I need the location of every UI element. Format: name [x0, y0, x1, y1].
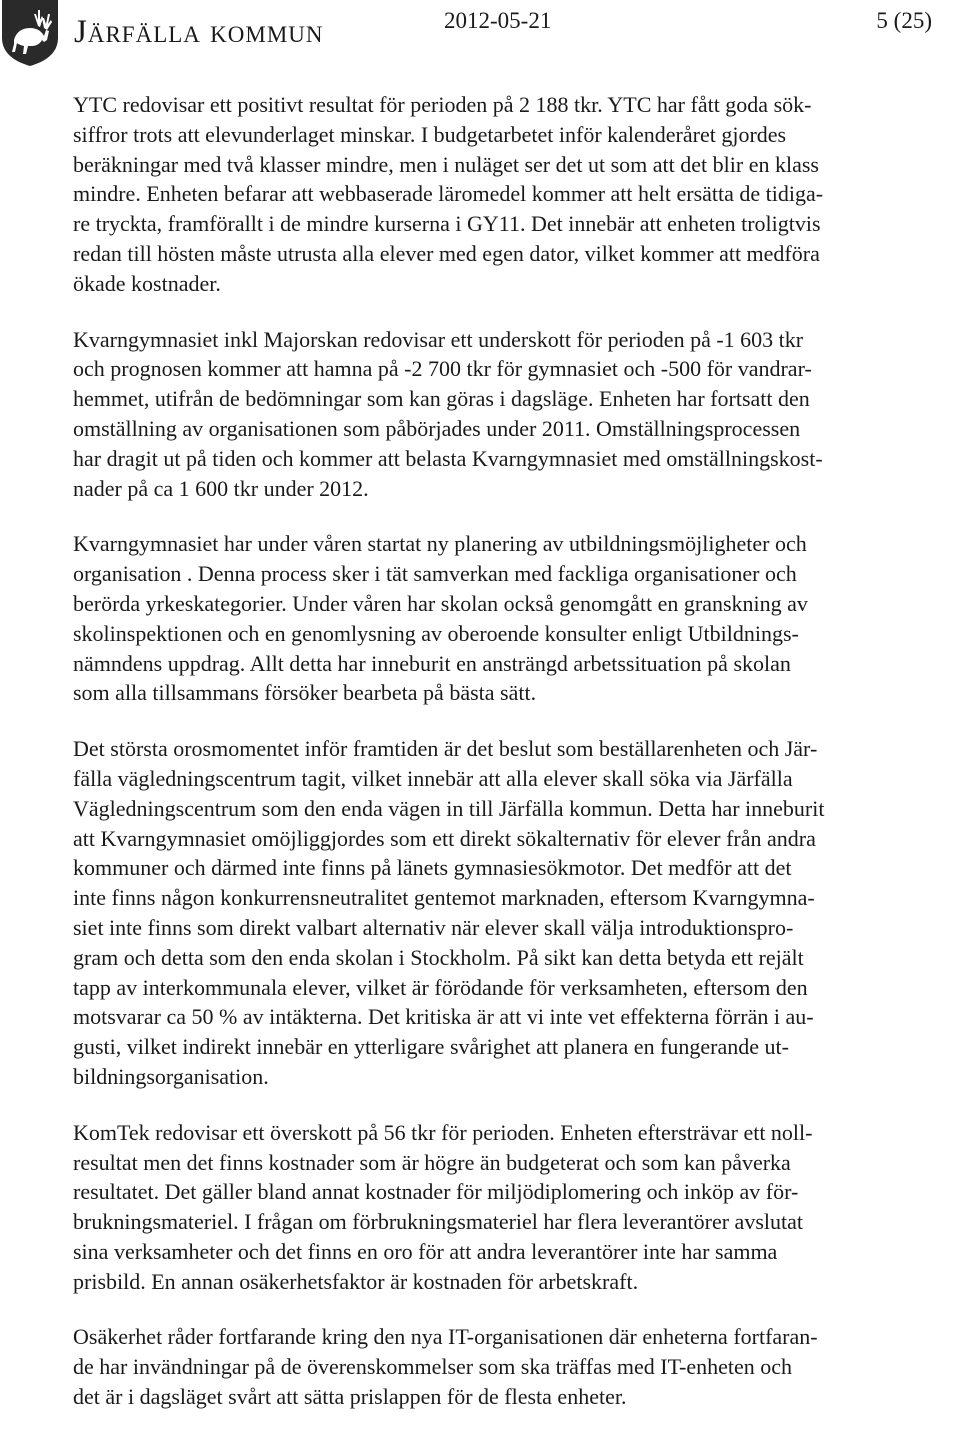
- text-line: brukningsmateriel. I frågan om förbrukningsmateriel har flera leverantörer avslutat: [73, 1209, 803, 1235]
- text-line: nämndens uppdrag. Allt detta har inneburit en ansträngd arbetssituation på skolan: [73, 650, 791, 676]
- text-line: och prognosen kommer att hamna på -2 700 tkr för gymnasiet och -500 för vandrar-: [73, 356, 812, 382]
- text-line: fälla vägledningscentrum tagit, vilket innebär att alla elever skall söka via Järfälla: [73, 765, 793, 791]
- text-line: siet inte finns som direkt valbart alternativ när elever skall välja introduktionspro-: [73, 914, 794, 940]
- text-line: ökade kostnader.: [73, 270, 221, 296]
- text-line: YTC redovisar ett positivt resultat för perioden på 2 188 tkr. YTC har fått goda sök-: [73, 92, 812, 117]
- body-text: [73, 90, 957, 1438]
- text-line: de har invändningar på de överenskommelser som ska träffas med IT-enheten och: [73, 1354, 793, 1380]
- text-line: att Kvarngymnasiet omöjliggjordes som ett direkt sökalternativ för elever från andra: [73, 825, 816, 851]
- text-line: gusti, vilket indirekt innebär en ytterligare svårighet att planera en fungerande ut-: [73, 1034, 789, 1060]
- text-line: inte finns någon konkurrensneutralitet gentemot marknaden, eftersom Kvarngymna-: [73, 885, 815, 911]
- text-line: bildningsorganisation.: [73, 1063, 269, 1089]
- page-header: [0, 0, 960, 70]
- text-line: omställning av organisationen som påbörjades under 2011. Omställningsprocessen: [73, 415, 801, 441]
- text-line: gram och detta som den enda skolan i Stockholm. På sikt kan detta betyda ett rejält: [73, 944, 804, 970]
- text-line: resultat men det finns kostnader som är högre än budgeterat och som kan påverka: [73, 1149, 791, 1175]
- document-date: 2012-05-21: [444, 8, 552, 33]
- text-line: berörda yrkeskategorier. Under våren har skolan också genomgått en granskning av: [73, 590, 808, 616]
- text-line: tapp av interkommunala elever, vilket är förödande för verksamheten, eftersom den: [73, 974, 808, 1000]
- text-line: som alla tillsammans försöker bearbeta på bästa sätt.: [73, 680, 537, 706]
- text-line: Osäkerhet råder fortfarande kring den nya IT-organisationen där enheterna fortfaran-: [73, 1324, 818, 1350]
- text-line: resultatet. Det gäller bland annat kostnader för miljödiplomering och inköp av för-: [73, 1179, 799, 1205]
- paragraph-concerns: [73, 734, 957, 1092]
- text-line: organisation . Denna process sker i tät samverkan med fackliga organisationer och: [73, 561, 797, 587]
- paragraph-kvarngymnasiet-result: [73, 325, 957, 504]
- text-line: Det största orosmomentet inför framtiden är det beslut som beställarenheten och Jär-: [73, 736, 818, 762]
- text-line: redan till hösten måste utrusta alla elever med egen dator, vilket kommer att medföra: [73, 240, 820, 266]
- text-line: beräkningar med två klasser mindre, men i nuläget ser det ut som att det blir en klass: [73, 151, 819, 177]
- text-line: sina verksamheter och det finns en oro för att andra leverantörer inte har samma: [73, 1238, 778, 1264]
- text-line: motsvarar ca 50 % av intäkterna. Det kritiska är att vi inte vet effekterna förrän i au-: [73, 1004, 814, 1030]
- text-line: det är i dagsläget svårt att sätta prislappen för de flesta enheter.: [73, 1384, 627, 1410]
- organization-name: Järfälla kommun: [74, 14, 324, 50]
- text-line: siffror trots att elevunderlaget minskar. I budgetarbetet inför kalenderåret gjordes: [73, 121, 787, 147]
- text-line: hemmet, utifrån de bedömningar som kan göras i dagsläge. Enheten har fortsatt den: [73, 386, 810, 412]
- text-line: Vägledningscentrum som den enda vägen in till Järfälla kommun. Detta har inneburit: [73, 795, 825, 821]
- text-line: re tryckta, framförallt i de mindre kurserna i GY11. Det innebär att enheten troligtvis: [73, 211, 821, 237]
- paragraph-ytc: [73, 90, 957, 299]
- text-line: prisbild. En annan osäkerhetsfaktor är kostnaden för arbetskraft.: [73, 1268, 639, 1294]
- paragraph-kvarngymnasiet-planning: [73, 529, 957, 708]
- paragraph-komtek: [73, 1118, 957, 1297]
- coat-of-arms-icon: [0, 0, 60, 66]
- text-line: Kvarngymnasiet har under våren startat ny planering av utbildningsmöjligheter och: [73, 531, 807, 557]
- text-line: nader på ca 1 600 tkr under 2012.: [73, 475, 369, 501]
- text-line: mindre. Enheten befarar att webbaserade läromedel kommer att helt ersätta de tidiga-: [73, 181, 824, 207]
- text-line: skolinspektionen och en genomlysning av oberoende konsulter enligt Utbildnings-: [73, 620, 799, 646]
- text-line: har dragit ut på tiden och kommer att belasta Kvarngymnasiet med omställningskost-: [73, 445, 823, 471]
- paragraph-it-organisation: [73, 1322, 957, 1411]
- page-number: 5 (25): [876, 8, 932, 33]
- text-line: kommuner och därmed inte finns på länets gymnasiesökmotor. Det medför att det: [73, 855, 792, 881]
- text-line: KomTek redovisar ett överskott på 56 tkr för perioden. Enheten eftersträvar ett noll-: [73, 1119, 813, 1145]
- text-line: Kvarngymnasiet inkl Majorskan redovisar ett underskott för perioden på -1 603 tkr: [73, 326, 804, 352]
